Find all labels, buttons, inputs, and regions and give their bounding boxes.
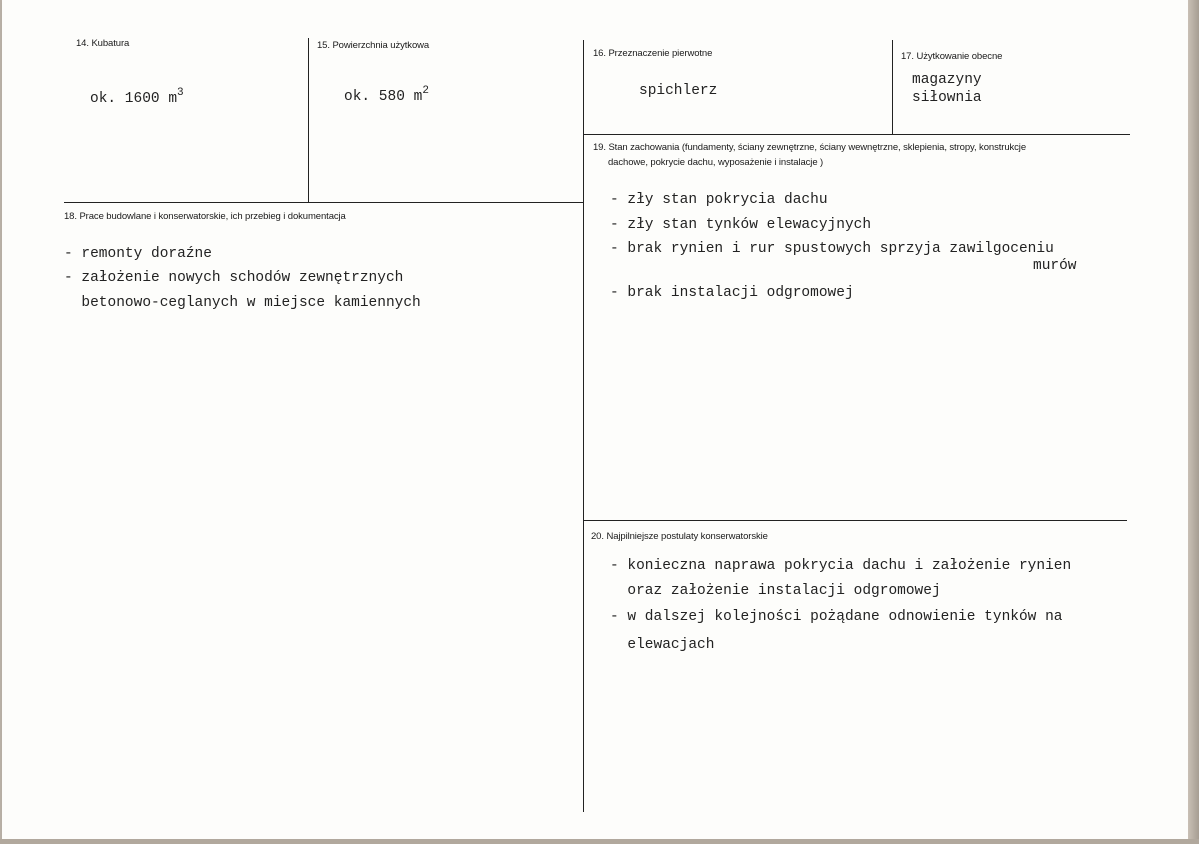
field-15-value	[344, 86, 429, 105]
document-sheet	[2, 0, 1188, 839]
field-19-label-line-1: 19. Stan zachowania (fundamenty, ściany zewnętrzne, ściany wewnętrzne, sklepienia, stropy, konstrukcje	[593, 142, 1027, 153]
field-20-line-1: - konieczna naprawa pokrycia dachu i założenie rynien	[610, 558, 1072, 574]
field-18-label: 18. Prace budowlane i konserwatorskie, ich przebieg i dokumentacja	[64, 211, 346, 222]
field-20-line-2: oraz założenie instalacji odgromowej	[610, 583, 941, 599]
field-19-line-4: murów	[1033, 258, 1077, 274]
divider-top-right-bottom	[584, 134, 1130, 135]
divider-top-left-bottom	[64, 202, 584, 203]
paper-edge-bottom	[0, 839, 1199, 844]
field-19-line-1: - zły stan pokrycia dachu	[610, 192, 828, 208]
paper-edge-right	[1188, 0, 1199, 844]
field-17-line-2: siłownia	[912, 90, 982, 106]
divider-14-15	[308, 38, 309, 203]
divider-center	[583, 40, 584, 812]
field-14-label: 14. Kubatura	[76, 38, 130, 49]
field-18-line-3: betonowo-ceglanych w miejsce kamiennych	[64, 295, 421, 311]
field-19-line-3: - brak rynien i rur spustowych sprzyja zawilgoceniu	[610, 241, 1054, 257]
field-17-line-1: magazyny	[912, 72, 982, 88]
field-15-label: 15. Powierzchnia użytkowa	[317, 40, 430, 51]
field-19-line-5: - brak instalacji odgromowej	[610, 285, 854, 301]
divider-19-20	[584, 520, 1127, 521]
field-20-label: 20. Najpilniejsze postulaty konserwatorskie	[591, 531, 768, 542]
field-17-label: 17. Użytkowanie obecne	[901, 51, 1003, 62]
field-19-label-line-2: dachowe, pokrycie dachu, wyposażenie i instalacje )	[608, 157, 824, 168]
field-15-unit-exponent: 2	[422, 85, 429, 97]
field-19-line-2: - zły stan tynków elewacyjnych	[610, 217, 872, 233]
field-14-value-text: ok. 1600 m	[90, 91, 178, 107]
field-18-line-2: - założenie nowych schodów zewnętrznych	[64, 270, 404, 286]
field-16-label: 16. Przeznaczenie pierwotne	[593, 48, 713, 59]
field-20-line-3: - w dalszej kolejności pożądane odnowienie tynków na	[610, 609, 1063, 625]
field-20-line-4: elewacjach	[610, 637, 715, 653]
field-14-unit-exponent: 3	[177, 87, 184, 99]
field-15-value-text: ok. 580 m	[344, 89, 423, 105]
field-16-value: spichlerz	[639, 83, 718, 99]
field-18-line-1: - remonty doraźne	[64, 246, 212, 262]
divider-16-17	[892, 40, 893, 134]
field-14-value	[90, 88, 184, 107]
